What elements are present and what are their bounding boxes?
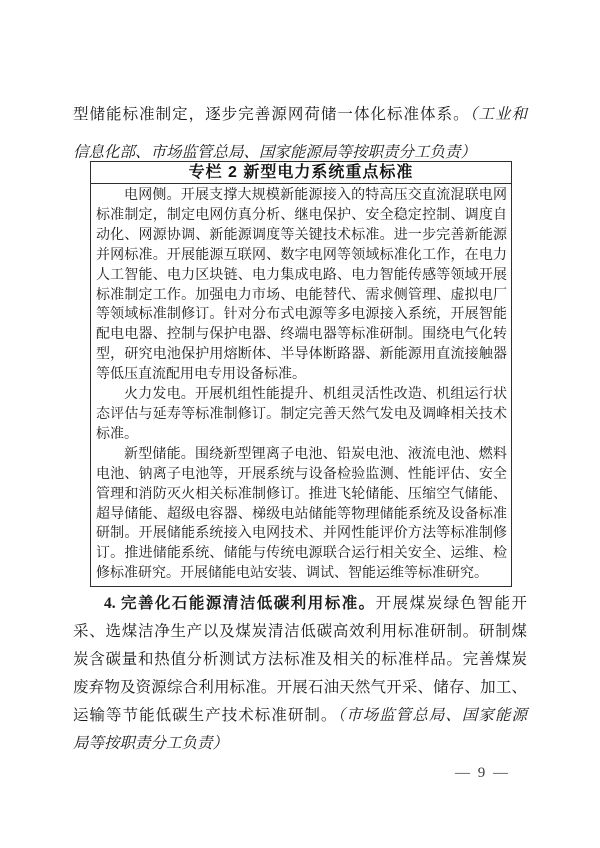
text-segment: 4. 完善化石能源清洁低碳利用标准。 [104,595,376,612]
box-paragraph [96,385,507,445]
column-2-box [90,161,512,587]
text-line [96,465,507,485]
text-segment: 电网侧。开展支撑大规模新能源接入的特高压交直流混联电网 [124,188,507,203]
column-2-box-body [91,184,511,586]
text-line [96,345,507,365]
text-line [96,385,507,405]
text-segment: 并网标准。开展能源互联网、数字电网等领域标准化工作，在电力 [96,247,507,263]
text-segment: 运输等节能低碳生产技术标准研制。 [73,707,338,724]
item4-paragraph [73,590,527,758]
text-segment: 标准制定工作。加强电力市场、电能替代、需求侧管理、虚拟电厂 [96,287,507,303]
text-segment: 电池、钠离子电池等，开展系统与设备检验监测、性能评估、安全 [96,466,507,482]
text-line [96,325,507,345]
text-line [73,730,527,758]
text-line [73,96,527,134]
text-segment: 火力发电。开展机组性能提升、机组灵活性改造、机组运行状 [124,387,507,403]
text-line [96,186,507,206]
text-line [96,266,507,286]
text-segment: （市场监管总局、国家能源 [337,707,527,724]
text-segment: 标准制定，制定电网仿真分析、继电保护、安全稳定控制、调度自 [96,207,507,223]
text-segment: 信息化部、市场监管总局、国家能源局等按职责分工负责） [73,143,477,161]
text-line [96,505,507,525]
text-segment: 局等按职责分工负责） [73,735,229,752]
text-segment: 炭含碳量和热值分析测试方法标准及相关的标准样品。完善煤炭 [73,651,527,668]
text-segment: 等领域标准制修订。针对分布式电源等多电源接入系统，开展智能 [96,307,507,323]
text-segment: 超导储能、超级电容器、梯级电站储能等物理储能系统及设备标准 [96,506,507,522]
text-line [96,206,507,226]
text-line [96,425,507,445]
text-line [96,286,507,306]
page-number: — 9 — [455,765,510,781]
text-segment: 态评估与延寿等标准制修订。制定完善天然气发电及调峰相关技术 [96,406,507,422]
text-line [96,305,507,325]
text-line [96,445,507,465]
text-segment: 型储能标准制定，逐步完善源网荷储一体化标准体系。 [73,106,470,123]
text-line [96,365,507,385]
text-segment: 开展煤炭绿色智能开 [375,595,527,612]
text-line [96,524,507,544]
text-line [96,246,507,266]
box-paragraph [96,186,507,385]
text-segment: 人工智能、电力区块链、电力集成电路、电力智能传感等领域开展 [96,267,507,283]
text-segment: 标准。 [96,426,138,442]
text-segment: 废弃物及资源综合利用标准。开展石油天然气开采、储存、加工、 [73,679,527,696]
text-segment: 修标准研究。开展储能电站安装、调试、智能运维等标准研究。 [96,566,488,582]
text-line [96,226,507,246]
text-segment: 等低压直流配用电专用设备标准。 [96,367,306,383]
text-segment: 新型储能。围绕新型锂离子电池、铅炭电池、液流电池、燃料 [124,446,507,462]
text-segment: 研制。开展储能系统接入电网技术、并网性能评价方法等标准制修 [96,526,507,542]
text-line [96,564,507,584]
text-segment: 配电电器、控制与保护电器、终端电器等标准研制。围绕电气化转 [96,327,507,343]
item3-paragraph-tail [73,96,527,171]
text-line [96,544,507,564]
text-segment: 管理和消防灭火相关标准制修订。推进飞轮储能、压缩空气储能、 [96,486,507,502]
text-line [73,646,527,674]
text-line [73,702,527,730]
text-segment: （工业和 [469,106,527,123]
box-paragraph [96,445,507,584]
text-line [73,674,527,702]
text-segment: 采、选煤洁净生产以及煤炭清洁低碳高效利用标准研制。研制煤 [73,623,527,640]
text-line [96,485,507,505]
text-line [96,405,507,425]
text-line [73,618,527,646]
text-segment: 动化、网源协调、新能源调度等关键技术标准。进一步完善新能源 [96,227,507,243]
text-segment: 型，研究电池保护用熔断体、半导体断路器、新能源用直流接触器 [96,347,507,363]
text-segment: 订。推进储能系统、储能与传统电源联合运行相关安全、运维、检 [96,546,507,562]
column-2-box-title: 专栏 2 新型电力系统重点标准 [91,162,511,184]
text-line [73,590,527,618]
